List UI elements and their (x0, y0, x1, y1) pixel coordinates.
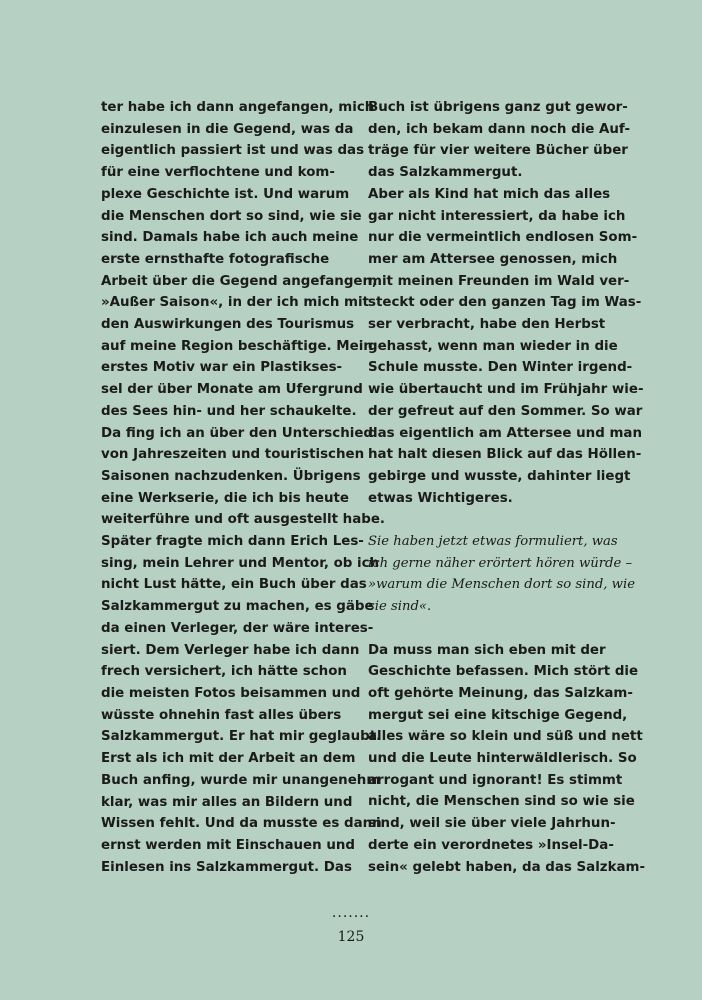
text-line: Buch ist übrigens ganz gut gewor- (368, 100, 628, 115)
text-line: oft gehörte Meinung, das Salzkam- (368, 685, 633, 701)
text-line: klar, was mir alles an Bildern und (101, 794, 353, 810)
text-line: hat halt diesen Blick auf das Höllen- (368, 447, 642, 463)
question-line: ich gerne näher erörtert hören würde – (368, 555, 633, 571)
text-line: Buch anfing, wurde mir unangenehm (101, 772, 381, 788)
text-line: gehasst, wenn man wieder in die (368, 338, 618, 354)
text-line: eigentlich passiert ist und was das (101, 143, 365, 159)
text-line: wüsste ohnehin fast alles übers (101, 707, 342, 723)
question-line: Sie haben jetzt etwas formuliert, was (368, 534, 618, 550)
left-column (101, 97, 385, 878)
text-line: Geschichte befassen. Mich stört die (368, 664, 639, 680)
text-line: sind. Damals habe ich auch meine (101, 230, 359, 246)
text-line: Salzkammergut. Er hat mir geglaubt. (101, 729, 382, 745)
paragraph-gap (368, 618, 618, 640)
answer-paragraph (368, 97, 644, 509)
text-line: sein« gelebt haben, da das Salzkam- (368, 859, 646, 875)
text-line: das eigentlich am Attersee und man (368, 425, 642, 441)
text-line: das Salzkammergut. (368, 165, 523, 181)
text-line: träge für vier weitere Bücher über (368, 143, 628, 159)
text-line: Später fragte mich dann Erich Les- (101, 534, 364, 550)
text-line: weiterführe und oft ausgestellt habe. (101, 512, 385, 528)
text-line: sel der über Monate am Ufergrund (101, 382, 363, 398)
text-line: plexe Geschichte ist. Und warum (101, 186, 350, 202)
paragraph-gap (368, 509, 618, 531)
text-line: wie übertaucht und im Frühjahr wie- (368, 382, 644, 398)
text-line: Einlesen ins Salzkammergut. Das (101, 859, 352, 875)
text-line: nur die vermeintlich endlosen Som- (368, 230, 638, 246)
question-line: »warum die Menschen dort so sind, wie (368, 577, 635, 593)
text-line: eine Werkserie, die ich bis heute (101, 490, 349, 506)
text-line: alles wäre so klein und süß und nett (368, 729, 643, 745)
text-line: ser verbracht, habe den Herbst (368, 317, 606, 333)
answer-paragraph (368, 640, 646, 879)
text-line: »Außer Saison«, in der ich mich mit (101, 295, 369, 311)
text-line: derte ein verordnetes »Insel-Da- (368, 837, 614, 853)
text-line: nicht, die Menschen sind so wie sie (368, 794, 635, 810)
footer-dots: ....... (331, 905, 371, 921)
text-line: Aber als Kind hat mich das alles (368, 186, 611, 202)
text-line: den Auswirkungen des Tourismus (101, 317, 355, 333)
text-line: frech versichert, ich hätte schon (101, 664, 347, 680)
text-line: mer am Attersee genossen, mich (368, 251, 618, 267)
text-line: Da fing ich an über den Unterschied (101, 425, 373, 441)
text-line: mergut sei eine kitschige Gegend, (368, 707, 628, 723)
text-line: nicht Lust hätte, ein Buch über das (101, 577, 367, 593)
text-line: erste ernsthafte fotografische (101, 251, 330, 267)
text-line: etwas Wichtigeres. (368, 490, 513, 506)
text-line: siert. Dem Verleger habe ich dann (101, 642, 360, 658)
text-line: des Sees hin- und her schaukelte. (101, 403, 357, 419)
text-line: auf meine Region beschäftige. Mein (101, 338, 373, 354)
text-line: die meisten Fotos beisammen und (101, 685, 361, 701)
text-line: ernst werden mit Einschauen und (101, 837, 355, 853)
text-line: Erst als ich mit der Arbeit an dem (101, 751, 356, 767)
page-number: 125 (337, 929, 365, 945)
text-line: die Menschen dort so sind, wie sie (101, 208, 362, 224)
text-line: der gefreut auf den Sommer. So war (368, 403, 643, 419)
text-line: gar nicht interessiert, da habe ich (368, 208, 626, 224)
interview-question (368, 531, 635, 618)
text-line: Salzkammergut zu machen, es gäbe (101, 599, 374, 615)
text-line: Da muss man sich eben mit der (368, 642, 606, 658)
text-line: steckt oder den ganzen Tag im Was- (368, 295, 642, 311)
text-line: sing, mein Lehrer und Mentor, ob ich (101, 555, 380, 571)
right-column (368, 97, 646, 878)
text-line: den, ich bekam dann noch die Auf- (368, 121, 631, 137)
text-line: von Jahreszeiten und touristischen (101, 447, 365, 463)
text-line: ter habe ich dann angefangen, mich (101, 100, 375, 115)
text-line: für eine verflochtene und kom- (101, 165, 335, 181)
text-line: einzulesen in die Gegend, was da (101, 121, 354, 137)
text-line: da einen Verleger, der wäre interes- (101, 620, 374, 636)
text-line: mit meinen Freunden im Wald ver- (368, 273, 630, 289)
text-line: Saisonen nachzudenken. Übrigens (101, 468, 361, 484)
question-line: sie sind«. (368, 599, 432, 615)
text-line: und die Leute hinterwäldlerisch. So (368, 751, 637, 767)
text-line: Schule musste. Den Winter irgend- (368, 360, 633, 376)
text-line: Wissen fehlt. Und da musste es dann (101, 816, 382, 832)
text-line: gebirge und wusste, dahinter liegt (368, 468, 631, 484)
text-line: erstes Motiv war ein Plastikses- (101, 360, 343, 376)
text-line: arrogant und ignorant! Es stimmt (368, 772, 623, 788)
text-line: Arbeit über die Gegend angefangen, (101, 273, 378, 289)
text-line: sind, weil sie über viele Jahrhun- (368, 816, 616, 832)
